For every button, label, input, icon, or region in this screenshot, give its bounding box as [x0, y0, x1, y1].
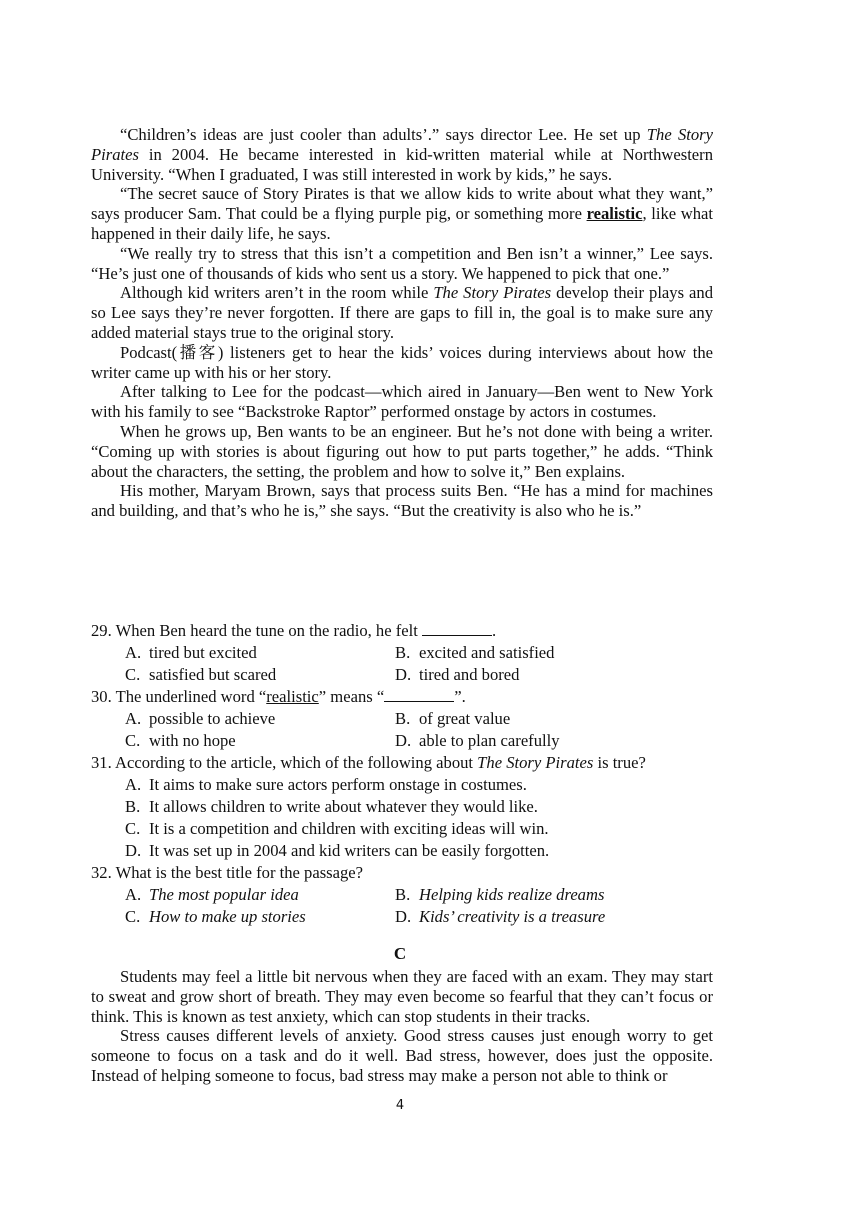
question-32-stem: 32. What is the best title for the passage?	[91, 863, 364, 882]
story-pirates-title: The Story Pirates	[91, 125, 713, 164]
option-c: C. with no hope	[125, 731, 236, 750]
question-31-stem: 31. According to the article, which of the following about The Story Pirates is true?	[91, 753, 646, 772]
passage-b	[91, 125, 713, 521]
story-pirates-title: The Story Pirates	[433, 283, 552, 303]
option-a: A. It aims to make sure actors perform onstage in costumes.	[125, 775, 527, 794]
passage-c-paragraph-1: Students may feel a little bit nervous when they are faced with an exam. They may start to sweat and grow short of breath. They may even become so fearful that they can’t focus or think. This is known as test anxiety, which can stop students in their tracks.	[91, 967, 713, 1026]
option-d: D. Kids’ creativity is a treasure	[395, 907, 606, 926]
questions-29-32	[91, 620, 731, 928]
option-d: D. It was set up in 2004 and kid writers can be easily forgotten.	[125, 841, 550, 860]
question-30-stem: 30. The underlined word “realistic” means “ ”.	[91, 687, 466, 706]
passage-b-paragraph-7: When he grows up, Ben wants to be an engineer. But he’s not done with being a writer. “Coming up with stories is about figuring out how to put parts together,” he adds. “Think about the characters, the setting, the problem and how to solve it,” Ben explains.	[91, 421, 713, 481]
passage-b-paragraph-2: “The secret sauce of Story Pirates is that we allow kids to write about what they want,” says producer Sam. That could be a flying purple pig, or something more realistic, like what happened in their daily life, he says.	[91, 184, 713, 243]
answer-blank	[384, 687, 454, 702]
question-29-stem: 29. When Ben heard the tune on the radio, he felt .	[91, 621, 497, 640]
option-b: B. It allows children to write about whatever they would like.	[125, 797, 538, 816]
question-31	[91, 752, 731, 862]
underlined-word-realistic: realistic	[586, 204, 643, 224]
passage-b-paragraph-1: “Children’s ideas are just cooler than adults’.” says director Lee. He set up The Story Pirates in 2004. He became interested in kid-written material while at Northwestern University. “When I graduated, I was still interested in work by kids,” he says.	[91, 125, 713, 184]
passage-c	[91, 967, 713, 1086]
passage-b-paragraph-4: Although kid writers aren’t in the room while The Story Pirates develop their plays and so Lee says they’re never forgotten. If there are gaps to fill in, the goal is to make sure any added material stays true to the original story.	[91, 283, 713, 342]
option-d: D. tired and bored	[395, 665, 520, 684]
passage-b-paragraph-6: After talking to Lee for the podcast—which aired in January—Ben went to New York with his family to see “Backstroke Raptor” performed onstage by actors in costumes.	[91, 382, 713, 422]
question-29	[91, 620, 731, 686]
question-30	[91, 686, 731, 752]
option-d: D. able to plan carefully	[395, 731, 560, 750]
section-c-heading: C	[393, 944, 407, 963]
passage-b-paragraph-5: Podcast(播客) listeners get to hear the kids’ voices during interviews about how the writer came up with his or her story.	[91, 342, 713, 382]
answer-blank	[422, 621, 492, 636]
page-number: 4	[395, 1098, 405, 1113]
passage-c-paragraph-2: Stress causes different levels of anxiety. Good stress causes just enough worry to get someone to focus on a task and do it well. Bad stress, however, does just the opposite. Instead of helping someone to focus, bad stress may make a person not able to think or	[91, 1026, 713, 1085]
option-c: C. It is a competition and children with exciting ideas will win.	[125, 819, 549, 838]
option-b: B. of great value	[395, 709, 511, 728]
option-b: B. excited and satisfied	[395, 643, 555, 662]
option-a: A. tired but excited	[125, 643, 257, 662]
option-a: A. The most popular idea	[125, 885, 299, 904]
option-b: B. Helping kids realize dreams	[395, 885, 605, 904]
option-c: C. satisfied but scared	[125, 665, 277, 684]
question-32	[91, 862, 731, 928]
passage-b-paragraph-8: His mother, Maryam Brown, says that process suits Ben. “He has a mind for machines and building, and that’s who he is,” she says. “But the creativity is also who he is.”	[91, 481, 713, 521]
passage-b-paragraph-3: “We really try to stress that this isn’t a competition and Ben isn’t a winner,” Lee says. “He’s just one of thousands of kids who sent us a story. We happened to pick that one.”	[91, 243, 713, 283]
option-a: A. possible to achieve	[125, 709, 276, 728]
option-c: C. How to make up stories	[125, 907, 306, 926]
